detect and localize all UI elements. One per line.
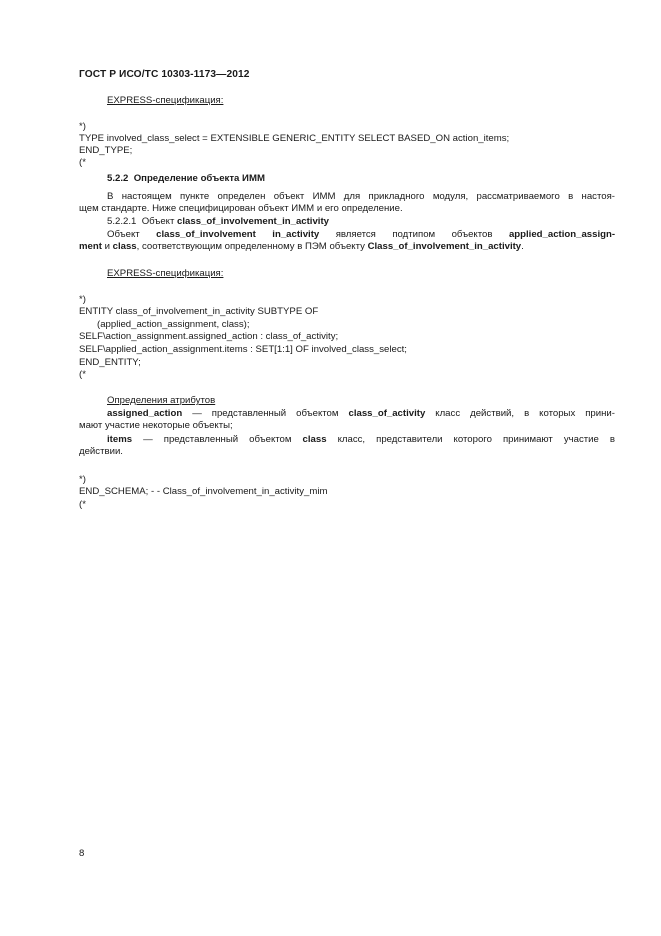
page-number: 8 bbox=[79, 848, 85, 859]
subsection-prefix: Объект bbox=[141, 216, 175, 227]
code-line: ENTITY class_of_involvement_in_activity SUBTYPE OF bbox=[79, 306, 319, 317]
text-run: Объект bbox=[107, 229, 140, 240]
subsection-number: 5.2.2.1 bbox=[107, 216, 137, 227]
text-run: — представленный объектом bbox=[192, 408, 339, 419]
code-line: *) bbox=[79, 474, 86, 485]
paragraph-line: щем стандарте. Ниже специфицирован объект ИММ и его определение. bbox=[79, 203, 403, 214]
entity-ref: class_of_activity bbox=[348, 408, 426, 419]
text-run: , соответствующим определенному в ПЭМ объекту bbox=[136, 241, 365, 252]
code-line: END_TYPE; bbox=[79, 145, 133, 156]
code-line: (* bbox=[79, 369, 86, 380]
paragraph-line bbox=[107, 408, 615, 420]
express-spec-label: EXPRESS-спецификация: bbox=[107, 268, 224, 279]
section-number: 5.2.2 bbox=[107, 173, 129, 184]
code-line: END_SCHEMA; - - Class_of_involvement_in_activity_mim bbox=[79, 486, 328, 497]
paragraph-line bbox=[79, 241, 524, 253]
code-line: (applied_action_assignment, class); bbox=[97, 319, 250, 330]
section-heading bbox=[107, 173, 265, 185]
paragraph-line: действии. bbox=[79, 446, 123, 457]
text-run: и bbox=[104, 241, 110, 252]
code-line: *) bbox=[79, 121, 86, 132]
paragraph-line: мают участие некоторые объекты; bbox=[79, 420, 233, 431]
entity-ref: class_of_involvement in_activity bbox=[156, 229, 320, 240]
attribute-name: items bbox=[107, 434, 133, 445]
paragraph-line bbox=[107, 434, 615, 446]
subsection-entity: class_of_involvement_in_activity bbox=[177, 216, 330, 227]
entity-ref: applied_action_assign- bbox=[508, 229, 616, 240]
document-header: ГОСТ Р ИСО/ТС 10303-1173—2012 bbox=[79, 69, 250, 80]
text-run: класс, представители которого принимают участие в bbox=[337, 434, 615, 445]
code-line: END_ENTITY; bbox=[79, 357, 141, 368]
entity-ref: class bbox=[112, 241, 137, 252]
section-title: Определение объекта ИММ bbox=[133, 173, 265, 184]
text-run: класс действий, в которых прини- bbox=[435, 408, 615, 419]
code-line: (* bbox=[79, 157, 86, 168]
code-line: SELF\applied_action_assignment.items : SET[1:1] OF involved_class_select; bbox=[79, 344, 407, 355]
text-run: . bbox=[521, 241, 524, 252]
paragraph-line bbox=[107, 229, 615, 241]
text-run: является подтипом объектов bbox=[335, 229, 493, 240]
code-line: SELF\action_assignment.assigned_action : class_of_activity; bbox=[79, 331, 339, 342]
entity-ref: ment bbox=[79, 241, 102, 252]
document-page bbox=[79, 0, 615, 936]
code-line: TYPE involved_class_select = EXTENSIBLE GENERIC_ENTITY SELECT BASED_ON action_items; bbox=[79, 133, 510, 144]
entity-ref: Class_of_involvement_in_activity bbox=[367, 241, 522, 252]
paragraph-line: В настоящем пункте определен объект ИММ для прикладного модуля, рассматриваемого в настоя- bbox=[107, 191, 615, 202]
code-line: (* bbox=[79, 499, 86, 510]
express-spec-label: EXPRESS-спецификация: bbox=[107, 95, 224, 106]
text-run: — представленный объектом bbox=[143, 434, 292, 445]
code-line: *) bbox=[79, 294, 86, 305]
attributes-heading: Определения атрибутов bbox=[107, 395, 216, 406]
entity-ref: class bbox=[302, 434, 327, 445]
subsection-heading bbox=[107, 216, 329, 228]
attribute-name: assigned_action bbox=[107, 408, 183, 419]
